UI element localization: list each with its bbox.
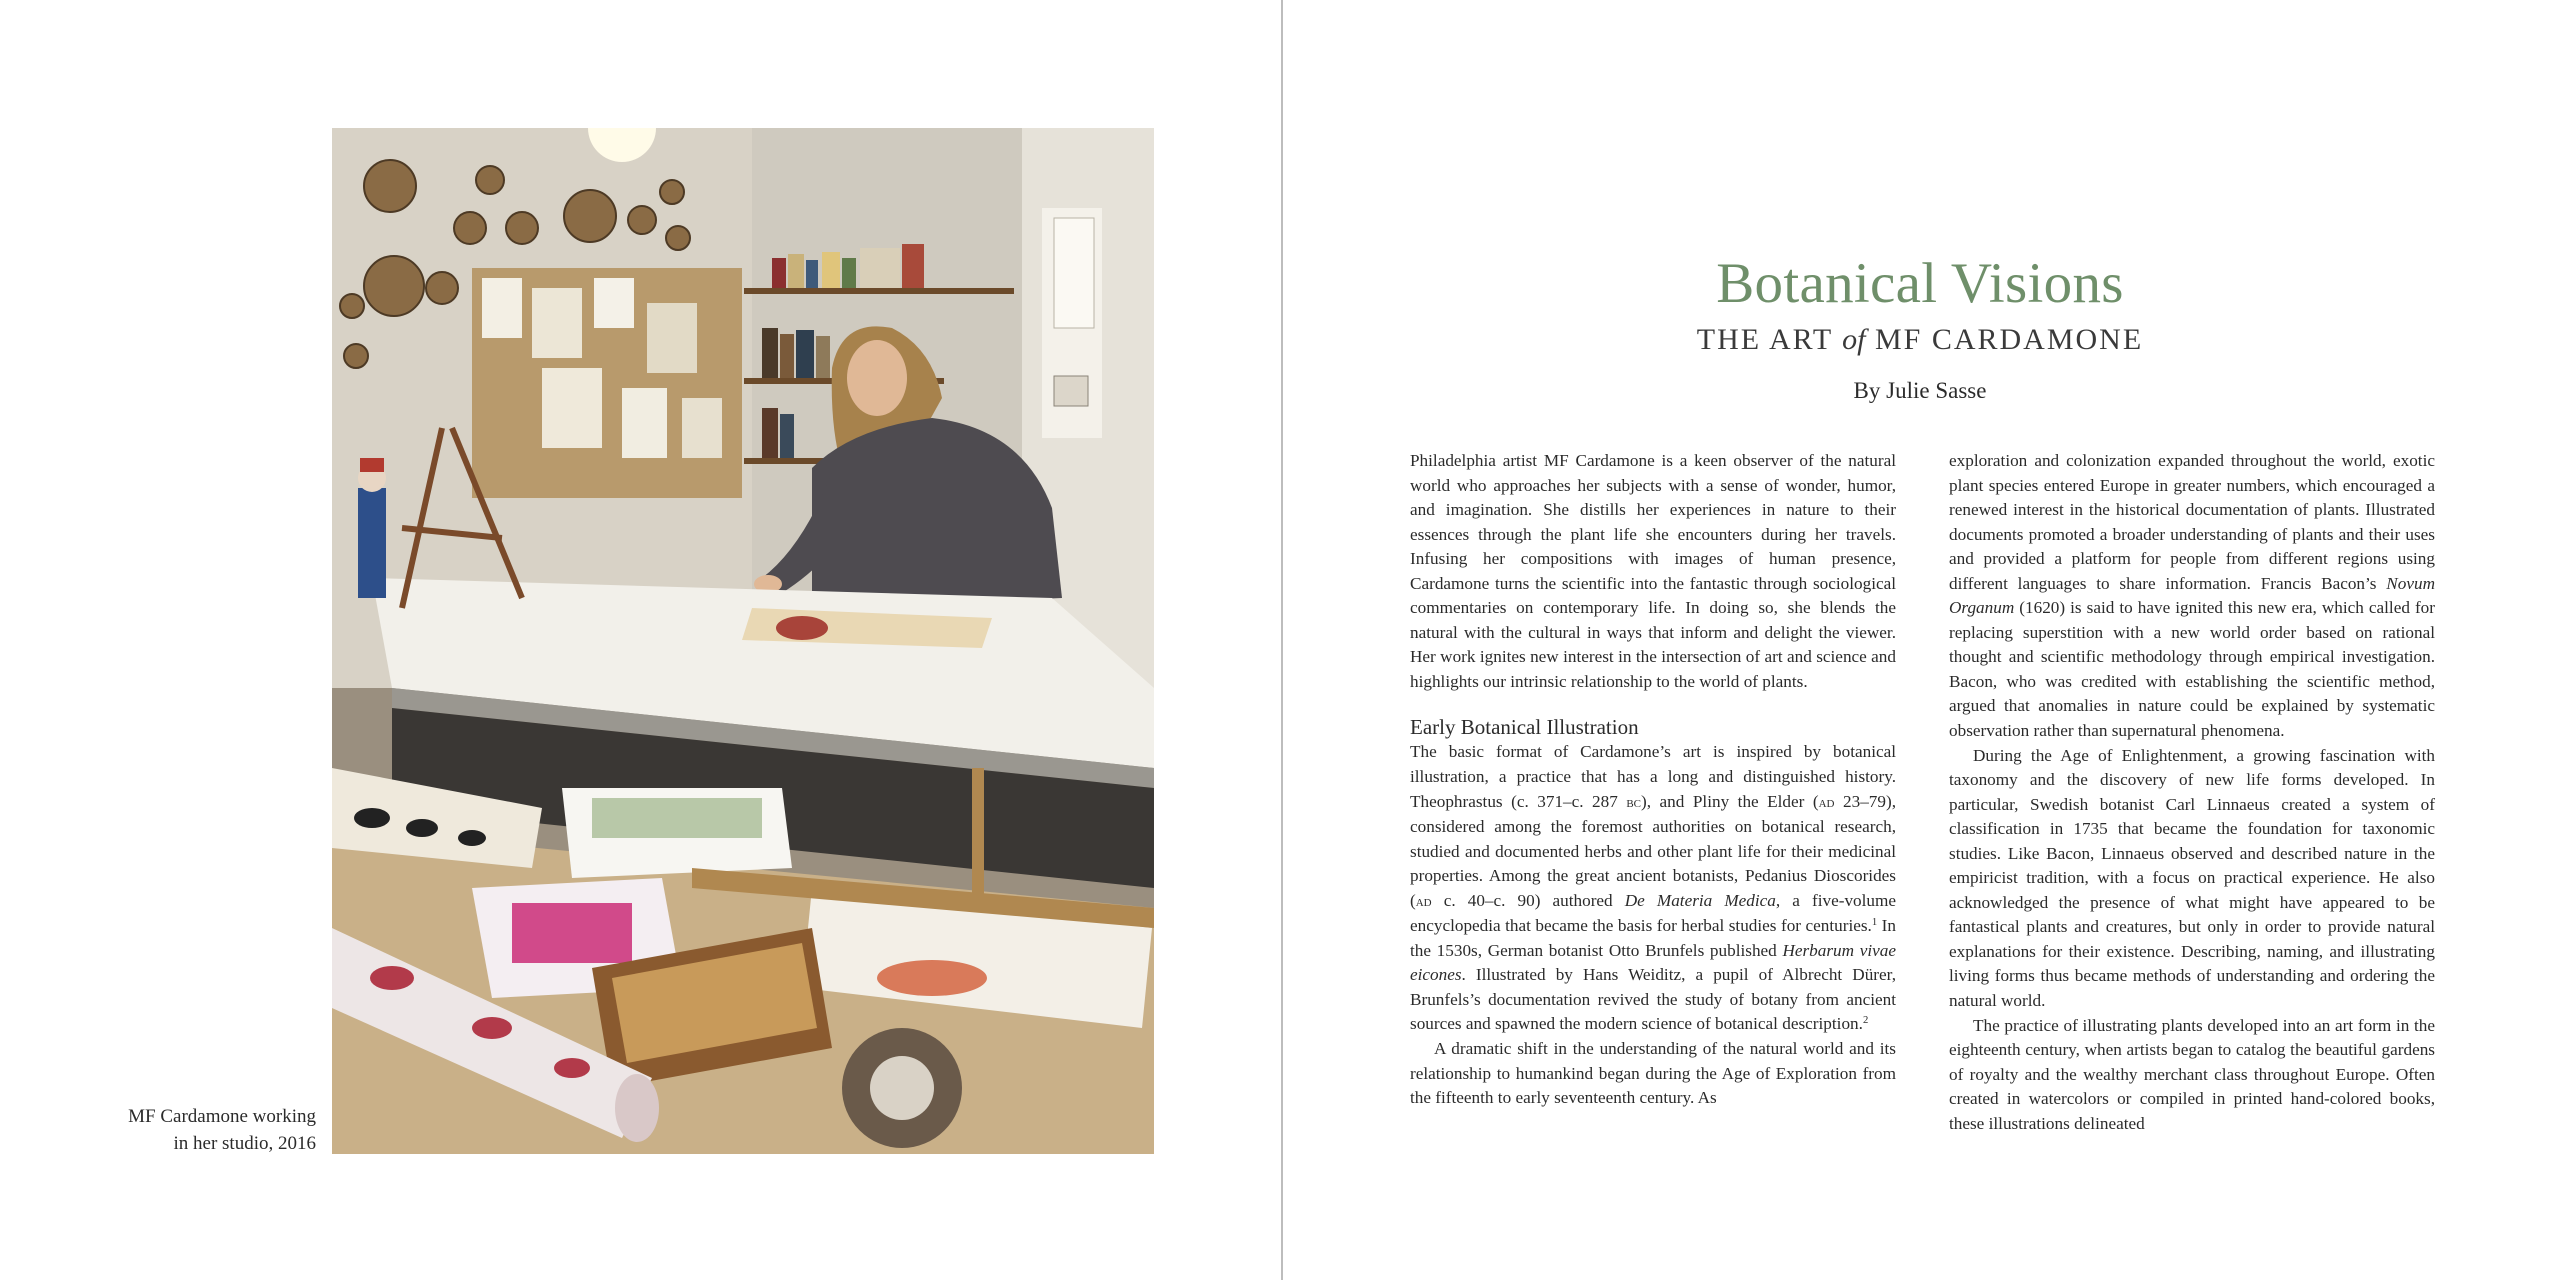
article-subtitle — [1410, 322, 2430, 358]
subtitle-part-b: MF CARDAMONE — [1874, 323, 2144, 356]
caption-line-2: in her studio, 2016 — [173, 1133, 316, 1154]
footnote-marker-1: 1 — [1871, 917, 1878, 929]
studio-photo — [332, 128, 1154, 1154]
text-column-left — [1410, 449, 1896, 1111]
subtitle-part-a: THE ART — [1696, 323, 1833, 356]
paragraph-intro: Philadelphia artist MF Cardamone is a keen observer of the natural world who approaches her subjects with a sense of wonder, humor, and imagination. She distills her experiences in nature to their essences through the plant life she encounters during her travels. Infusing her compositions with images of human presence, Cardamone turns the scientific into the fantastic through sociological commentaries on contemporary life. In doing so, she blends the natural with the cultural in ways that inform and delight the viewer. Her work ignites new interest in the intersection of art and science and highlights our intrinsic relationship to the world of plants. — [1410, 451, 1896, 691]
paragraph-exploration-continued: exploration and colonization expanded throughout the world, exotic plant species entered Europe in greater numbers, which encouraged a renewed interest in the historical documentation of plants. Illustrated documents promoted a broader understanding of plants and their uses and provided a platform for people from different regions using different languages to share information. Francis Bacon’s Novum Organum (1620) is said to have ignited this new era, which called for replacing superstition with a new world order based on rational thought and scientific methodology through empirical investigation. Bacon, who was credited with establishing the scientific method, argued that anomalies in nature could be explained by systematic observation rather than supernatural phenomena. — [1949, 451, 2435, 741]
page-gutter — [1281, 0, 1283, 1280]
section-heading: Early Botanical Illustration — [1410, 715, 1639, 740]
paragraph-early-illustration: The basic format of Cardamone’s art is inspired by botanical illustration, a practice that has a long and distinguished history. Theophrastus (c. 371–c. 287 bc), and Pliny the Elder (ad 23–79), considered among the foremost authorities on botanical research, studied and documented herbs and other plant life for their medicinal properties. Among the great ancient botanists, Pedanius Dioscorides (ad c. 40–c. 90) authored De Materia Medica, a five-volume encyclopedia that became the basis for herbal studies for centuries.$^1$ In the 1530s, German botanist Otto Brunfels published Herbarum vivae eicones. Illustrated by Hans Weiditz, a pupil of Albrecht Dürer, Brunfels’s documentation revived the study of botany from ancient sources and spawned the modern science of botanical description.$^2$ — [1410, 742, 1897, 1034]
paragraph-age-of-exploration: A dramatic shift in the understanding of the natural world and its relationship to humankind began during the Age of Exploration from the fifteenth to early seventeenth century. As — [1410, 1039, 1896, 1108]
article-byline: By Julie Sasse — [1853, 378, 1987, 403]
footnote-marker-2: 2 — [1862, 1015, 1869, 1027]
article-title: Botanical Visions — [1716, 252, 2124, 315]
text-column-right — [1949, 449, 2435, 1136]
caption-line-1: MF Cardamone working — [128, 1106, 316, 1127]
paragraph-eighteenth-century: The practice of illustrating plants developed into an art form in the eighteenth century, when artists began to catalog the beautiful gardens of royalty and the wealthy merchant class throughout Europe. Often created in watercolors or compiled in printed hand-colored books, these illustrations delineated — [1949, 1015, 2435, 1133]
paragraph-enlightenment: During the Age of Enlightenment, a growing fascination with taxonomy and the discovery of new life forms developed. In particular, Swedish botanist Carl Linnaeus created a system of classification in 1735 that became the foundation for taxonomic studies. Like Bacon, Linnaeus observed and described nature in the empiricist tradition, with a focus on practical experience. He also acknowledged the presence of what might have appeared to be fantastical plants and creatures, but only in order to provide natural explanations for their existence. Describing, naming, and illustrating living forms thus became methods of understanding and ordering the natural world. — [1949, 745, 2435, 1011]
article-header — [1410, 252, 2430, 406]
subtitle-of: of — [1842, 323, 1866, 356]
photo-caption — [80, 1103, 316, 1157]
